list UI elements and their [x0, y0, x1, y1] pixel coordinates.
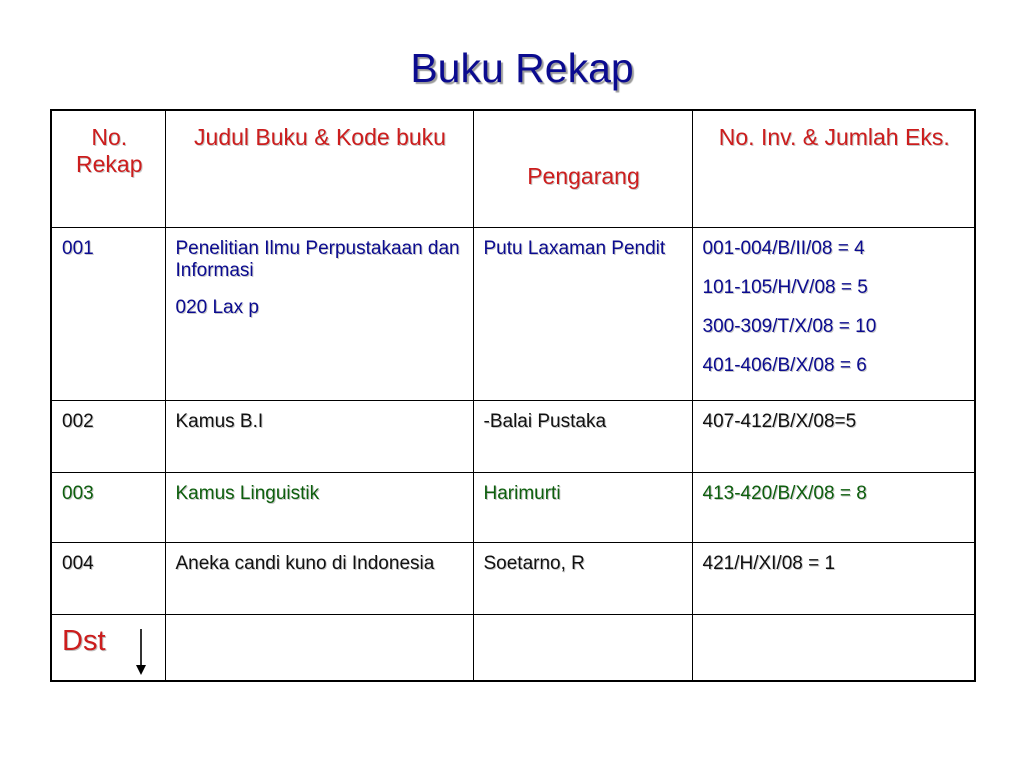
cell-judul — [165, 227, 473, 400]
inventory-line: 300-309/T/X/08 = 10 — [702, 315, 877, 337]
inventory-line: 001-004/B/II/08 = 4 — [702, 237, 865, 259]
cell-empty — [692, 614, 975, 681]
dst-label: Dst — [62, 624, 106, 657]
cell-inventaris — [692, 227, 975, 400]
cell-dst — [51, 614, 165, 681]
header-no-rekap: No. Rekap — [51, 110, 165, 227]
table-row — [51, 472, 975, 542]
table-row — [51, 542, 975, 614]
header-judul-buku: Judul Buku & Kode buku — [165, 110, 473, 227]
cell-pengarang: -Balai Pustaka — [473, 400, 692, 472]
inventory-line: 101-105/H/V/08 = 5 — [702, 276, 868, 298]
cell-no-rekap: 001 — [51, 227, 165, 400]
cell-inventaris: 413-420/B/X/08 = 8 — [692, 472, 975, 542]
cell-no-rekap: 002 — [51, 400, 165, 472]
cell-pengarang: Harimurti — [473, 472, 692, 542]
table-header-row — [51, 110, 975, 227]
cell-pengarang: Soetarno, R — [473, 542, 692, 614]
book-code: 020 Lax p — [175, 296, 259, 318]
header-pengarang: Pengarang — [473, 110, 692, 227]
header-inventaris: No. Inv. & Jumlah Eks. — [692, 110, 975, 227]
cell-judul: Aneka candi kuno di Indonesia — [165, 542, 473, 614]
cell-judul: Kamus B.I — [165, 400, 473, 472]
cell-judul: Kamus Linguistik — [165, 472, 473, 542]
table-row — [51, 400, 975, 472]
rekap-table — [50, 109, 976, 682]
cell-no-rekap: 004 — [51, 542, 165, 614]
cell-inventaris: 421/H/XI/08 = 1 — [692, 542, 975, 614]
cell-inventaris: 407-412/B/X/08=5 — [692, 400, 975, 472]
down-arrow-icon — [135, 629, 147, 675]
inventory-line: 401-406/B/X/08 = 6 — [702, 354, 867, 376]
cell-empty — [473, 614, 692, 681]
cell-empty — [165, 614, 473, 681]
table-row — [51, 227, 975, 400]
table-row-continuation — [51, 614, 975, 681]
cell-no-rekap: 003 — [51, 472, 165, 542]
cell-pengarang: Putu Laxaman Pendit — [473, 227, 692, 400]
slide-title: Buku Rekap — [410, 45, 634, 91]
book-title: Penelitian Ilmu Perpustakaan dan Informasi — [175, 237, 460, 281]
